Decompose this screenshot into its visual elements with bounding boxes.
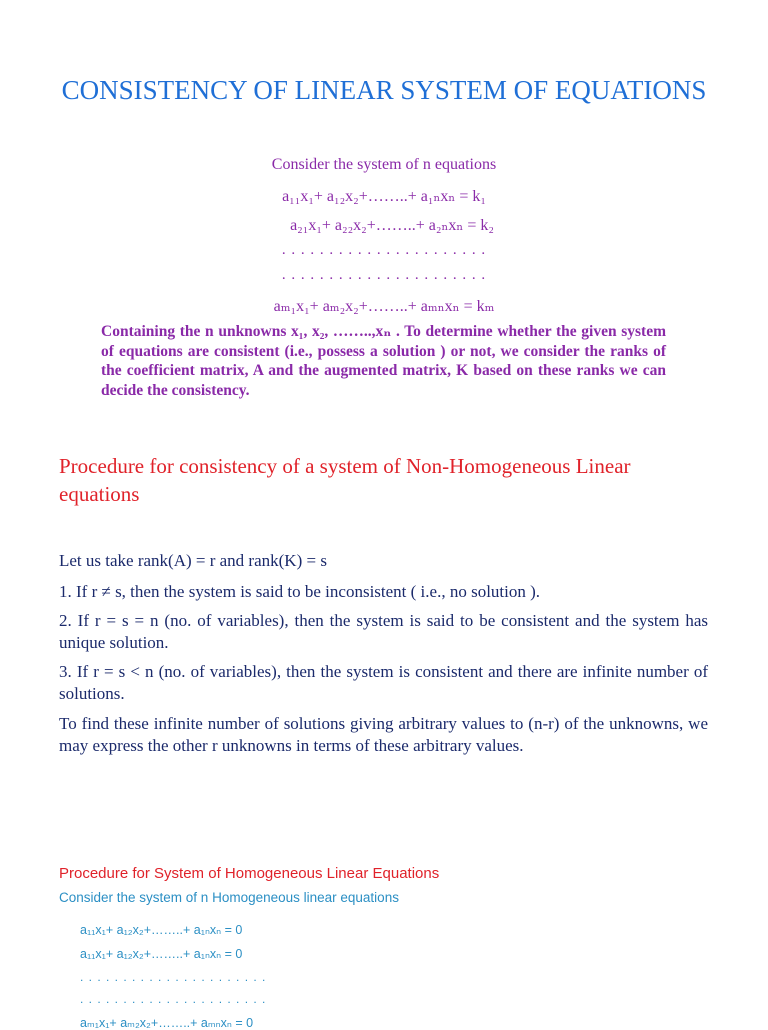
- homogeneous-ellipsis-2: . . . . . . . . . . . . . . . . . . . . . .: [80, 992, 267, 1006]
- equation-m: aₘ₁x₁+ aₘ₂x₂+……..+ aₘₙxₙ = kₘ: [273, 298, 495, 315]
- ellipsis-row-1: . . . . . . . . . . . . . . . . . . . . . .: [281, 242, 487, 258]
- section-heading-homogeneous: Procedure for System of Homogeneous Linear Equations: [59, 865, 440, 882]
- system-intro: Consider the system of n equations: [271, 156, 497, 173]
- section-heading-non-homogeneous: Procedure for consistency of a system of Non-Homogeneous Linear equations: [59, 454, 631, 506]
- rule-2: 2. If r = s = n (no. of variables), then the system is said to be consistent and the system has unique solution.: [59, 611, 708, 652]
- equation-1: a₁₁x₁+ a₁₂x₂+……..+ a₁ₙxₙ = k₁: [282, 188, 486, 205]
- homogeneous-equation-1: a₁₁x₁+ a₁₂x₂+……..+ a₁ₙxₙ = 0: [80, 923, 243, 937]
- homogeneous-intro: Consider the system of n Homogeneous linear equations: [59, 890, 399, 905]
- rank-definition: Let us take rank(A) = r and rank(K) = s: [59, 551, 327, 570]
- homogeneous-equation-2: a₁₁x₁+ a₁₂x₂+……..+ a₁ₙxₙ = 0: [80, 947, 243, 961]
- page-title: CONSISTENCY OF LINEAR SYSTEM OF EQUATIONS: [61, 75, 707, 105]
- consistency-explanation: Containing the n unknowns x₁, x₂, ……..,xₙ . To determine whether the given system of equations are consistent (i.e., possess a solution ) or not, we consider the ranks of the coefficient matrix, A and the augmented matrix, K based on these ranks we can decide the consistency.: [101, 323, 666, 399]
- rule-3: 3. If r = s < n (no. of variables), then the system is consistent and there are infinite number of solutions.: [59, 662, 708, 703]
- homogeneous-ellipsis-1: . . . . . . . . . . . . . . . . . . . . . .: [80, 970, 267, 984]
- ellipsis-row-2: . . . . . . . . . . . . . . . . . . . . . .: [281, 267, 487, 283]
- infinite-solutions-note: To find these infinite number of solutions giving arbitrary values to (n-r) of the unknowns, we may express the other r unknowns in terms of these arbitrary values.: [59, 714, 708, 755]
- rule-1: 1. If r ≠ s, then the system is said to be inconsistent ( i.e., no solution ).: [59, 582, 541, 601]
- homogeneous-equation-m: aₘ₁x₁+ aₘ₂x₂+……..+ aₘₙxₙ = 0: [80, 1016, 254, 1030]
- equation-2: a₂₁x₁+ a₂₂x₂+……..+ a₂ₙxₙ = k₂: [290, 217, 494, 234]
